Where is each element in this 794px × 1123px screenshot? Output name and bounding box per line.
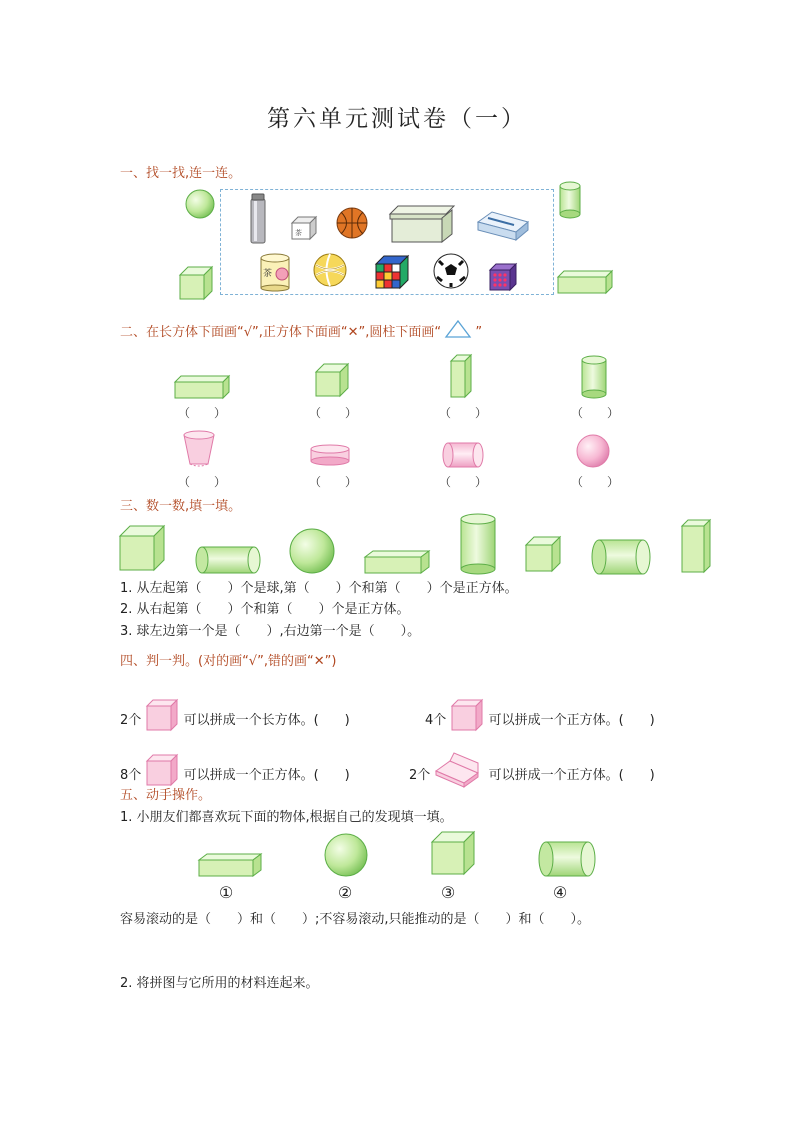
lying-cylinder-shape [538, 840, 598, 878]
section5-question-1: 1. 小朋友们都喜欢玩下面的物体,根据自己的发现填一填。 [120, 810, 453, 825]
lying-cylinder-shape [591, 538, 653, 576]
lying-cylinder-shape [195, 545, 263, 575]
tall-cuboid-shape [680, 518, 714, 576]
tall-cuboid-shape [449, 353, 475, 401]
answer-blank[interactable]: （ ） [570, 475, 619, 489]
basketball-icon[interactable] [336, 207, 370, 241]
judge-text: 可以拼成一个正方体。( ) [183, 768, 350, 783]
judge-count: 8个 [120, 768, 142, 783]
sphere-shape [576, 434, 612, 470]
small-cube-icon [145, 698, 179, 732]
triangle-icon [445, 320, 471, 338]
dice-icon[interactable] [488, 262, 522, 292]
answer-blank[interactable]: （ ） [438, 406, 487, 420]
small-cube-icon [450, 698, 484, 732]
shape-label-3: ③ [440, 883, 456, 902]
section5-answer-line: 容易滚动的是（ ）和（ ）;不容易滚动,只能推动的是（ ）和（ ）。 [120, 912, 591, 927]
answer-blank[interactable]: （ ） [177, 406, 226, 420]
section3-heading: 三、数一数,填一填。 [120, 499, 242, 514]
section1-heading: 一、找一找,连一连。 [120, 166, 242, 181]
answer-blank[interactable]: （ ） [438, 475, 487, 489]
section4-heading: 四、判一判。(对的画“√”,错的画“✕”) [120, 654, 337, 669]
section5-heading: 五、动手操作。 [120, 788, 212, 803]
cylinder-shape [580, 354, 610, 400]
tea-label: 茶 [295, 229, 302, 237]
cube-shape [524, 535, 564, 575]
cuboid-shape [173, 374, 233, 400]
answer-blank[interactable]: （ ） [570, 406, 619, 420]
soccer-ball-icon[interactable] [433, 253, 471, 291]
cylinder-shape[interactable] [558, 181, 584, 221]
shape-label-4: ④ [552, 883, 568, 902]
cylinder-shape [459, 512, 499, 576]
flat-cylinder-shape [309, 443, 353, 469]
cube-shape [314, 362, 354, 400]
cup-shape [182, 430, 218, 470]
tea-box-icon[interactable] [290, 215, 320, 241]
section2-heading-text: 二、在长方体下面画“√”,正方体下面画“✕”,圆柱下面画“ [120, 325, 442, 340]
judge-count: 2个 [409, 768, 431, 783]
cuboid-shape[interactable] [556, 269, 616, 297]
rubiks-cube-icon[interactable] [374, 254, 414, 290]
small-cuboid-icon [434, 753, 484, 787]
section2-heading [120, 320, 482, 340]
section3-question-2: 2. 从右起第（ ）个和第（ ）个是正方体。 [120, 602, 410, 617]
sphere-shape[interactable] [185, 189, 217, 221]
answer-blank[interactable]: （ ） [177, 475, 226, 489]
judge-item-1 [120, 698, 350, 732]
judge-text: 可以拼成一个正方体。( ) [488, 768, 655, 783]
cube-shape[interactable] [178, 265, 218, 305]
judge-item-4 [409, 753, 655, 787]
shape-label-1: ① [218, 883, 234, 902]
judge-count: 2个 [120, 713, 142, 728]
lying-cylinder-shape [442, 441, 486, 469]
section5-question-2: 2. 将拼图与它所用的材料连起来。 [120, 976, 319, 991]
cube-shape [430, 830, 478, 878]
judge-text: 可以拼成一个长方体。( ) [183, 713, 350, 728]
cuboid-shape [197, 852, 265, 878]
judge-item-2 [425, 698, 655, 732]
judge-item-3 [120, 753, 350, 787]
sphere-shape [289, 528, 337, 576]
volleyball-icon[interactable] [313, 253, 349, 289]
cube-shape [118, 524, 168, 574]
shape-label-2: ② [337, 883, 353, 902]
section2-heading-end: ” [475, 325, 483, 340]
section3-question-1: 1. 从左起第（ ）个是球,第（ ）个和第（ ）个是正方体。 [120, 581, 518, 596]
answer-blank[interactable]: （ ） [308, 475, 357, 489]
tea-label: 茶 [263, 269, 273, 279]
sphere-shape [324, 833, 370, 879]
small-cube-icon [145, 753, 179, 787]
page-title: 第六单元测试卷（一） [267, 106, 527, 132]
judge-text: 可以拼成一个正方体。( ) [488, 713, 655, 728]
cuboid-shape [363, 549, 433, 575]
thermos-icon[interactable] [248, 193, 268, 245]
storage-box-icon[interactable] [388, 204, 458, 244]
answer-blank[interactable]: （ ） [308, 406, 357, 420]
tissue-pack-icon[interactable] [476, 208, 530, 242]
section3-question-3: 3. 球左边第一个是（ ）,右边第一个是（ ）。 [120, 624, 421, 639]
tea-can-icon[interactable] [258, 252, 294, 292]
judge-count: 4个 [425, 713, 447, 728]
